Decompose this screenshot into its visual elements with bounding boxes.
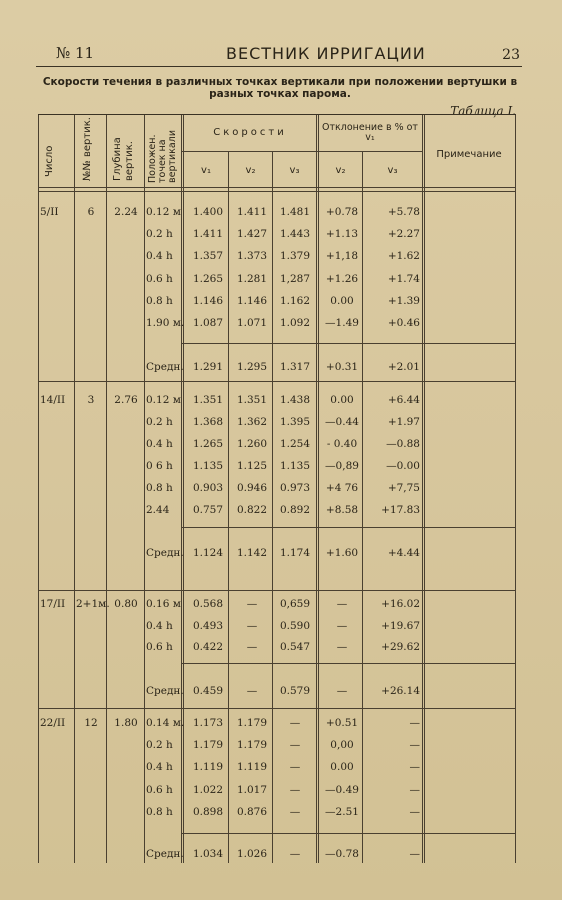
col-header-deviation: Отклонение в % от v₁ <box>322 122 418 143</box>
cell-deviation-v3: +17.83 <box>381 504 420 516</box>
cell-v3: 0.973 <box>279 482 311 494</box>
cell-position: 2.44 <box>146 504 170 516</box>
cell-v2: 1.119 <box>236 761 268 773</box>
cell-v2: — <box>246 598 258 610</box>
cell-position: 0.16 м <box>146 598 181 610</box>
cell-v2: 0.946 <box>236 482 268 494</box>
table-rule <box>144 115 145 863</box>
cell-position: 0.2 h <box>146 228 173 240</box>
running-head <box>36 40 522 67</box>
cell-deviation-v3: +1.62 <box>387 250 420 262</box>
cell-v2: 1.260 <box>236 438 268 450</box>
cell-deviation-v3: +6.44 <box>387 394 420 406</box>
cell-v1: 1.146 <box>192 295 224 307</box>
cell-deviation-v2: 0.00 <box>330 295 354 307</box>
cell-average-v3: 1.317 <box>279 361 311 373</box>
cell-v3: 1.443 <box>279 228 311 240</box>
cell-average-deviation-v3: +26.14 <box>381 685 420 697</box>
cell-average-v2: 1.026 <box>236 848 268 860</box>
cell-v2: — <box>246 641 258 653</box>
cell-average-v1: 0.459 <box>192 685 224 697</box>
cell-deviation-v2: —0.49 <box>325 784 359 796</box>
cell-v1: 1.357 <box>192 250 224 262</box>
group-separator <box>38 381 516 382</box>
cell-v2: 1.281 <box>236 273 268 285</box>
cell-position: 0.4 h <box>146 250 173 262</box>
col-header-dev-v2: v₂ <box>335 165 346 176</box>
table-rule <box>181 151 422 152</box>
cell-position: 0.6 h <box>146 784 173 796</box>
group-separator <box>38 590 516 591</box>
cell-deviation-v2: +0.51 <box>325 717 359 729</box>
cell-v2: 1.179 <box>236 739 268 751</box>
cell-depth: 2.76 <box>114 394 138 406</box>
cell-average-v2: 1.142 <box>236 547 268 559</box>
journal-title: ВЕСТНИК ИРРИГАЦИИ <box>226 44 426 63</box>
cell-v3: 1.395 <box>279 416 311 428</box>
cell-position: 0.6 h <box>146 641 173 653</box>
cell-date: 22/II <box>40 717 66 729</box>
cell-depth: 1.80 <box>114 717 138 729</box>
cell-deviation-v3: +1.97 <box>387 416 420 428</box>
cell-v3: 1.135 <box>279 460 311 472</box>
cell-v2: 1.125 <box>236 460 268 472</box>
velocity-table <box>38 114 516 863</box>
cell-deviation-v2: +1,18 <box>325 250 359 262</box>
cell-v3: 0.590 <box>279 620 311 632</box>
cell-deviation-v2: — <box>336 598 348 610</box>
cell-v1: 1.265 <box>192 438 224 450</box>
table-rule <box>74 115 75 863</box>
cell-v1: 1.368 <box>192 416 224 428</box>
cell-v3: 1.092 <box>279 317 311 329</box>
cell-v1: 0.493 <box>192 620 224 632</box>
table-rule <box>38 115 39 863</box>
average-separator <box>181 833 516 834</box>
cell-position: 0.12 м <box>146 206 181 218</box>
cell-average-deviation-v2: —0.78 <box>325 848 359 860</box>
cell-v1: 0.898 <box>192 806 224 818</box>
col-header-note: Примечание <box>436 149 502 160</box>
cell-v3: 0.547 <box>279 641 311 653</box>
cell-average-v2: — <box>246 685 258 697</box>
cell-deviation-v3: +5.78 <box>387 206 420 218</box>
cell-deviation-v3: — <box>409 739 420 751</box>
cell-v1: 1.173 <box>192 717 224 729</box>
cell-v1: 0.757 <box>192 504 224 516</box>
cell-v3: 1.254 <box>279 438 311 450</box>
col-header-v3: v₃ <box>289 165 300 176</box>
cell-v1: 1.351 <box>192 394 224 406</box>
cell-position: 0.8 h <box>146 482 173 494</box>
cell-average-deviation-v2: +0.31 <box>325 361 359 373</box>
cell-deviation-v3: +29.62 <box>381 641 420 653</box>
cell-deviation-v2: +8.58 <box>325 504 359 516</box>
cell-average-v1: 1.034 <box>192 848 224 860</box>
cell-v3: 1,287 <box>279 273 311 285</box>
table-rule <box>38 187 516 188</box>
cell-v1: 1.265 <box>192 273 224 285</box>
cell-v1: 1.119 <box>192 761 224 773</box>
cell-v1: 0.568 <box>192 598 224 610</box>
cell-deviation-v3: —0.00 <box>386 460 420 472</box>
cell-depth: 0.80 <box>114 598 138 610</box>
cell-v1: 1.087 <box>192 317 224 329</box>
cell-v2: 1.351 <box>236 394 268 406</box>
cell-v2: 1.411 <box>236 206 268 218</box>
cell-v1: 1.179 <box>192 739 224 751</box>
cell-v2: — <box>246 620 258 632</box>
cell-deviation-v2: —1.49 <box>325 317 359 329</box>
cell-v2: 1.427 <box>236 228 268 240</box>
cell-v1: 0.903 <box>192 482 224 494</box>
col-header-depth: Глубина вертик. <box>112 137 135 181</box>
cell-average-deviation-v2: — <box>336 685 348 697</box>
cell-deviation-v3: +1.74 <box>387 273 420 285</box>
cell-deviation-v2: +0.78 <box>325 206 359 218</box>
cell-v2: 1.362 <box>236 416 268 428</box>
cell-deviation-v3: +19.67 <box>381 620 420 632</box>
col-header-position: Положен. точек на вертикали <box>147 130 178 183</box>
cell-deviation-v2: +1.13 <box>325 228 359 240</box>
cell-deviation-v2: —0.44 <box>325 416 359 428</box>
cell-deviation-v2: 0.00 <box>330 394 354 406</box>
cell-average-v3: 1.174 <box>279 547 311 559</box>
cell-deviation-v3: —0.88 <box>386 438 420 450</box>
cell-v3: — <box>289 806 301 818</box>
cell-deviation-v2: —2.51 <box>325 806 359 818</box>
cell-average-deviation-v3: — <box>409 848 420 860</box>
cell-position: 0.4 h <box>146 761 173 773</box>
cell-average-deviation-v3: +2.01 <box>387 361 420 373</box>
cell-average-v2: 1.295 <box>236 361 268 373</box>
cell-deviation-v2: +4 76 <box>325 482 359 494</box>
cell-deviation-v2: - 0.40 <box>326 438 358 450</box>
cell-deviation-v3: +1.39 <box>387 295 420 307</box>
cell-average-label: Средн. <box>146 848 184 860</box>
cell-deviation-v3: — <box>409 784 420 796</box>
cell-v1: 1.400 <box>192 206 224 218</box>
cell-position: 0.8 h <box>146 806 173 818</box>
cell-average-label: Средн. <box>146 361 184 373</box>
cell-v3: 0.892 <box>279 504 311 516</box>
table-rule <box>106 115 107 863</box>
cell-v3: — <box>289 739 301 751</box>
cell-average-label: Средн. <box>146 685 184 697</box>
cell-position: 0.2 h <box>146 416 173 428</box>
col-header-v1: v₁ <box>201 165 211 176</box>
average-separator <box>181 527 516 528</box>
cell-v3: 1.162 <box>279 295 311 307</box>
cell-v2: 1.179 <box>236 717 268 729</box>
cell-position: 0 6 h <box>146 460 173 472</box>
cell-position: 0.4 h <box>146 438 173 450</box>
cell-average-v3: — <box>289 848 301 860</box>
cell-v3: 1.379 <box>279 250 311 262</box>
cell-position: 1.90 м. <box>146 317 185 329</box>
cell-deviation-v3: +0.46 <box>387 317 420 329</box>
table-rule <box>422 115 425 863</box>
cell-average-deviation-v2: +1.60 <box>325 547 359 559</box>
average-separator <box>181 343 516 344</box>
group-separator <box>38 708 516 709</box>
cell-average-v1: 1.124 <box>192 547 224 559</box>
cell-v3: — <box>289 784 301 796</box>
cell-v2: 0.876 <box>236 806 268 818</box>
cell-vertical-no: 2+1м. <box>76 598 110 610</box>
cell-v2: 1.017 <box>236 784 268 796</box>
cell-date: 17/II <box>40 598 66 610</box>
cell-average-v1: 1.291 <box>192 361 224 373</box>
cell-deviation-v2: 0,00 <box>330 739 354 751</box>
cell-v2: 1.071 <box>236 317 268 329</box>
table-rule <box>316 115 319 863</box>
issue-number: № 11 <box>56 44 95 62</box>
cell-deviation-v2: — <box>336 641 348 653</box>
page-number: 23 <box>502 47 520 63</box>
cell-average-label: Средн. <box>146 547 184 559</box>
cell-deviation-v3: +2.27 <box>387 228 420 240</box>
cell-average-deviation-v3: +4.44 <box>387 547 420 559</box>
cell-deviation-v3: — <box>409 717 420 729</box>
cell-deviation-v3: — <box>409 761 420 773</box>
cell-date: 14/II <box>40 394 66 406</box>
cell-deviation-v3: +16.02 <box>381 598 420 610</box>
cell-vertical-no: 3 <box>87 394 95 406</box>
cell-deviation-v2: 0.00 <box>330 761 354 773</box>
cell-deviation-v3: +7,75 <box>387 482 420 494</box>
cell-v2: 1.373 <box>236 250 268 262</box>
cell-v1: 1.411 <box>192 228 224 240</box>
table-rule <box>38 191 516 192</box>
average-separator <box>181 663 516 664</box>
col-header-date: Число <box>44 145 55 177</box>
table-label: Таблица I. <box>450 104 516 118</box>
col-header-v2: v₂ <box>245 165 256 176</box>
cell-v3: 1.481 <box>279 206 311 218</box>
cell-deviation-v3: — <box>409 806 420 818</box>
cell-average-v3: 0.579 <box>279 685 311 697</box>
cell-v3: — <box>289 761 301 773</box>
cell-position: 0.12 м <box>146 394 181 406</box>
cell-position: 0.4 h <box>146 620 173 632</box>
cell-v1: 0.422 <box>192 641 224 653</box>
cell-v2: 0.822 <box>236 504 268 516</box>
cell-vertical-no: 12 <box>84 717 98 729</box>
cell-v3: 1.438 <box>279 394 311 406</box>
cell-depth: 2.24 <box>114 206 138 218</box>
cell-v1: 1.135 <box>192 460 224 472</box>
cell-position: 0.14 м. <box>146 717 185 729</box>
cell-deviation-v2: — <box>336 620 348 632</box>
table-rule <box>515 115 516 863</box>
cell-v2: 1.146 <box>236 295 268 307</box>
col-header-speeds: Скорости <box>213 127 287 138</box>
cell-position: 0.2 h <box>146 739 173 751</box>
cell-v3: 0,659 <box>279 598 311 610</box>
cell-v3: — <box>289 717 301 729</box>
cell-position: 0.8 h <box>146 295 173 307</box>
col-header-dev-v3: v₃ <box>387 165 398 176</box>
cell-v1: 1.022 <box>192 784 224 796</box>
cell-vertical-no: 6 <box>87 206 95 218</box>
cell-position: 0.6 h <box>146 273 173 285</box>
cell-deviation-v2: +1.26 <box>325 273 359 285</box>
table-caption: Скорости течения в различных точках вертикали при положении вертушки в разных точках парома. <box>42 76 518 100</box>
cell-deviation-v2: —0,89 <box>325 460 359 472</box>
col-header-vertical: №№ вертик. <box>82 117 93 181</box>
cell-date: 5/II <box>40 206 59 218</box>
